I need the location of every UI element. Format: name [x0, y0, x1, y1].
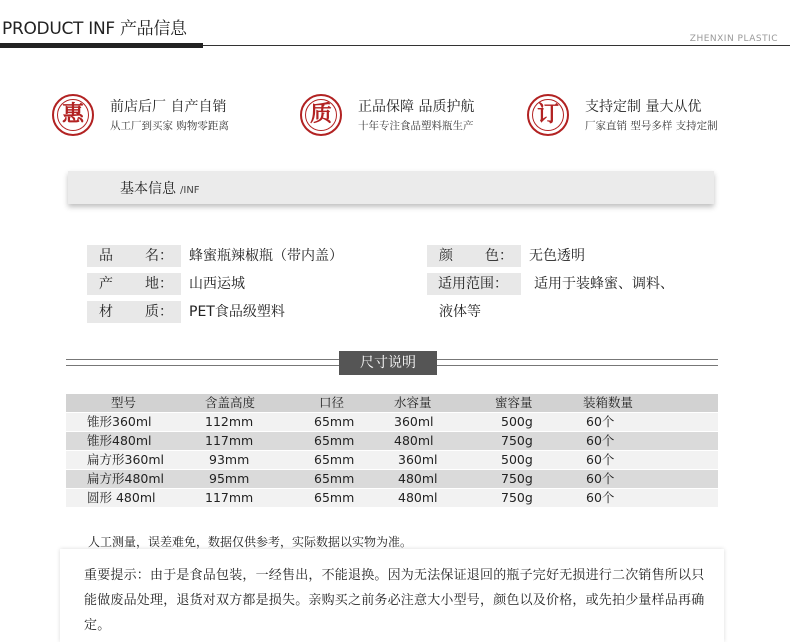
table-row: [66, 413, 718, 432]
cell-quantity: 60个: [586, 490, 615, 505]
cell-model: 锥形480ml: [87, 433, 152, 448]
cell-model: 扁方形360ml: [87, 452, 165, 467]
header-divider: [203, 45, 790, 46]
table-row: [66, 451, 718, 470]
label-char: 产: [99, 276, 113, 292]
cell-honey: 750g: [501, 471, 533, 486]
cell-height: 112mm: [205, 414, 254, 429]
cell-height: 95mm: [209, 471, 250, 486]
label-char: 质：: [145, 304, 173, 320]
cell-diameter: 65mm: [314, 414, 355, 429]
usage-label: 适用范围：: [427, 273, 521, 295]
usage-value-line2: 液体等: [439, 304, 481, 320]
size-section-title: 尺寸说明: [339, 351, 437, 375]
color-label: [427, 245, 521, 267]
measurement-note: 人工测量，误差难免，数据仅供参考，实际数据以实物为准。: [88, 535, 413, 549]
cell-height: 93mm: [209, 452, 250, 467]
cell-model: 锥形360ml: [87, 414, 152, 429]
material-label: [87, 301, 181, 323]
seal-char: 订: [536, 102, 559, 127]
table-row: [66, 489, 718, 508]
cell-honey: 500g: [501, 414, 533, 429]
name-label: [87, 245, 181, 267]
cell-water: 360ml: [394, 414, 434, 429]
warning-text: 重要提示：由于是食品包装，一经售出，不能退换。因为无法保证退回的瓶子完好无损进行二次销售所以只能做废品处理，退货对双方都是损失。亲购买之前务必注意大小型号，颜色以及价格，或先拍少量样品再确定。: [84, 568, 705, 633]
basic-info-header: [68, 171, 714, 204]
cell-quantity: 60个: [586, 414, 615, 429]
section-title-suffix: /INF: [180, 185, 200, 196]
origin-value: 山西运城: [189, 276, 245, 292]
label-char: 地：: [145, 276, 173, 292]
label-char: 名：: [145, 248, 173, 264]
ding-seal-icon: [527, 94, 569, 136]
cell-honey: 750g: [501, 433, 533, 448]
cell-honey: 750g: [501, 490, 533, 505]
cell-water: 480ml: [394, 433, 434, 448]
size-table: [66, 394, 718, 508]
seal-char: 惠: [61, 102, 84, 127]
header-water-capacity: 水容量: [394, 395, 432, 410]
label-char: 品: [99, 248, 113, 264]
seal-char: 质: [309, 102, 332, 127]
header-model: 型号: [111, 395, 137, 410]
cell-quantity: 60个: [586, 452, 615, 467]
cell-water: 480ml: [398, 490, 438, 505]
header-honey-capacity: 蜜容量: [495, 395, 533, 410]
cell-height: 117mm: [205, 490, 254, 505]
header-accent-bar: [0, 43, 203, 48]
label-char: 色：: [485, 248, 513, 264]
feature-subtitle: 厂家直销 型号多样 支持定制: [585, 120, 718, 132]
label-char: 颜: [439, 248, 453, 264]
cell-quantity: 60个: [586, 433, 615, 448]
cell-diameter: 65mm: [314, 452, 355, 467]
cell-water: 480ml: [398, 471, 438, 486]
table-header-row: [66, 394, 718, 413]
origin-label: [87, 273, 181, 295]
name-value: 蜂蜜瓶辣椒瓶（带内盖）: [189, 248, 343, 264]
usage-value-line1: 适用于装蜂蜜、调料、: [534, 276, 674, 292]
feature-title: 支持定制 量大从优: [585, 99, 702, 115]
warning-box: [60, 549, 724, 642]
header-height: 含盖高度: [205, 395, 256, 410]
header-diameter: 口径: [319, 395, 345, 410]
brand-label: ZHENXIN PLASTIC: [689, 34, 778, 44]
basic-info-title: [120, 178, 200, 198]
cell-diameter: 65mm: [314, 433, 355, 448]
section-title-text: 基本信息: [120, 181, 176, 197]
cell-model: 扁方形480ml: [87, 471, 165, 486]
zhi-seal-icon: [300, 94, 342, 136]
color-value: 无色透明: [529, 248, 585, 264]
cell-diameter: 65mm: [314, 471, 355, 486]
material-value: PET食品级塑料: [189, 304, 285, 320]
cell-quantity: 60个: [586, 471, 615, 486]
cell-height: 117mm: [205, 433, 254, 448]
table-row: [66, 470, 718, 489]
cell-water: 360ml: [398, 452, 438, 467]
hui-seal-icon: [52, 94, 94, 136]
header-box-quantity: 装箱数量: [583, 395, 634, 410]
cell-honey: 500g: [501, 452, 533, 467]
feature-subtitle: 从工厂到买家 购物零距离: [110, 120, 229, 132]
cell-model: 圆形 480ml: [87, 490, 156, 505]
page-title: PRODUCT INF 产品信息: [2, 19, 187, 39]
feature-title: 前店后厂 自产自销: [110, 99, 227, 115]
label-char: 材: [99, 304, 113, 320]
feature-subtitle: 十年专注食品塑料瓶生产: [358, 120, 474, 132]
cell-diameter: 65mm: [314, 490, 355, 505]
feature-title: 正品保障 品质护航: [358, 99, 475, 115]
table-row: [66, 432, 718, 451]
